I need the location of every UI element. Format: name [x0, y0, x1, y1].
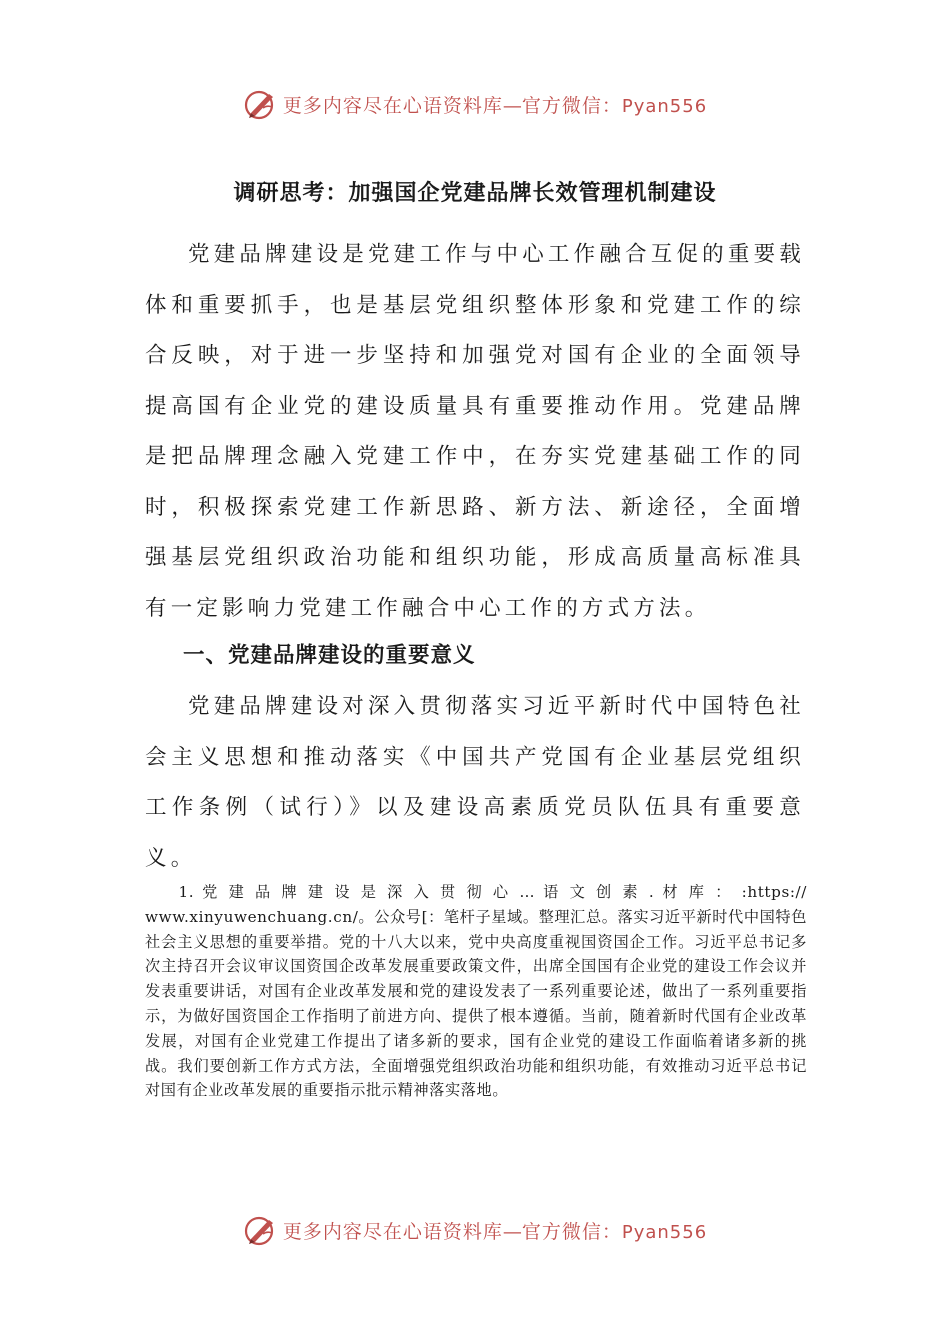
body-paragraph-1: 党建品牌建设是党建工作与中心工作融合互促的重要载体和重要抓手，也是基层党组织整体形象和党建工作的综合反映，对于进一步坚持和加强党对国有企业的全面领导提高国有企业党的建设质量具有重要推动作用。党建品牌是把品牌理念融入党建工作中，在夯实党建基础工作的同时，积极探索党建工作新思路、新方法、新途径，全面增强基层党组织政治功能和组织功能，形成高质量高标准具有一定影响力党建工作融合中心工作的方式方法。: [145, 242, 805, 621]
section-heading-1: 一、党建品牌建设的重要意义: [183, 643, 476, 668]
watermark-official-label: 官方微信：: [521, 1220, 622, 1243]
header-watermark-banner: [0, 82, 950, 126]
watermark-library-name: 更多内容尽在心语资料库: [282, 94, 503, 117]
watermark-text: [283, 1217, 707, 1244]
watermark-wechat-id: Pyan556: [621, 1221, 708, 1243]
watermark-wechat-id: Pyan556: [621, 95, 708, 117]
watermark-text: [283, 91, 707, 118]
footer-watermark-banner: [0, 1208, 950, 1252]
watermark-official-label: 官方微信：: [521, 94, 622, 117]
watermark-library-name: 更多内容尽在心语资料库: [282, 1220, 503, 1243]
footnote-paragraph: 1. 党 建 品 牌 建 设 是 深 入 贯 彻 心 … 语 文 创 素 . 材 库 ： :https:// www.xinyuwenchuang.cn/。公众号[：笔杆子星域。整理汇总。落实习近平新时代中国特色社会主义思想的重要举措。党的十八大以来，党中央高度重视国资国企工作。习近平总书记多次主持召开会议审议国资国企改革发展重要政策文件，出席全国国有企业党的建设工作会议并发表重要讲话，对国有企业改革发展和党的建设发表了一系列重要论述，做出了一系列重要指示，为做好国资国企工作指明了前进方向、提供了根本遵循。当前，随着新时代国有企业改革发展，对国有企业党建工作提出了诸多新的要求，国有企业党的建设工作面临着诸多新的挑战。我们要创新工作方式方法，全面增强党组织政治功能和组织功能，有效推动习近平总书记对国有企业改革发展的重要指示批示精神落实落地。: [145, 883, 807, 1100]
document-title: 调研思考：加强国企党建品牌长效管理机制建设: [233, 181, 717, 206]
watermark-separator: —: [502, 1220, 522, 1243]
pen-logo-icon: [243, 1212, 279, 1248]
pen-logo-icon: [243, 86, 279, 122]
watermark-separator: —: [502, 94, 522, 117]
body-paragraph-2: 党建品牌建设对深入贯彻落实习近平新时代中国特色社会主义思想和推动落实《中国共产党国有企业基层党组织工作条例（试行）》以及建设高素质党员队伍具有重要意义。: [145, 694, 805, 871]
